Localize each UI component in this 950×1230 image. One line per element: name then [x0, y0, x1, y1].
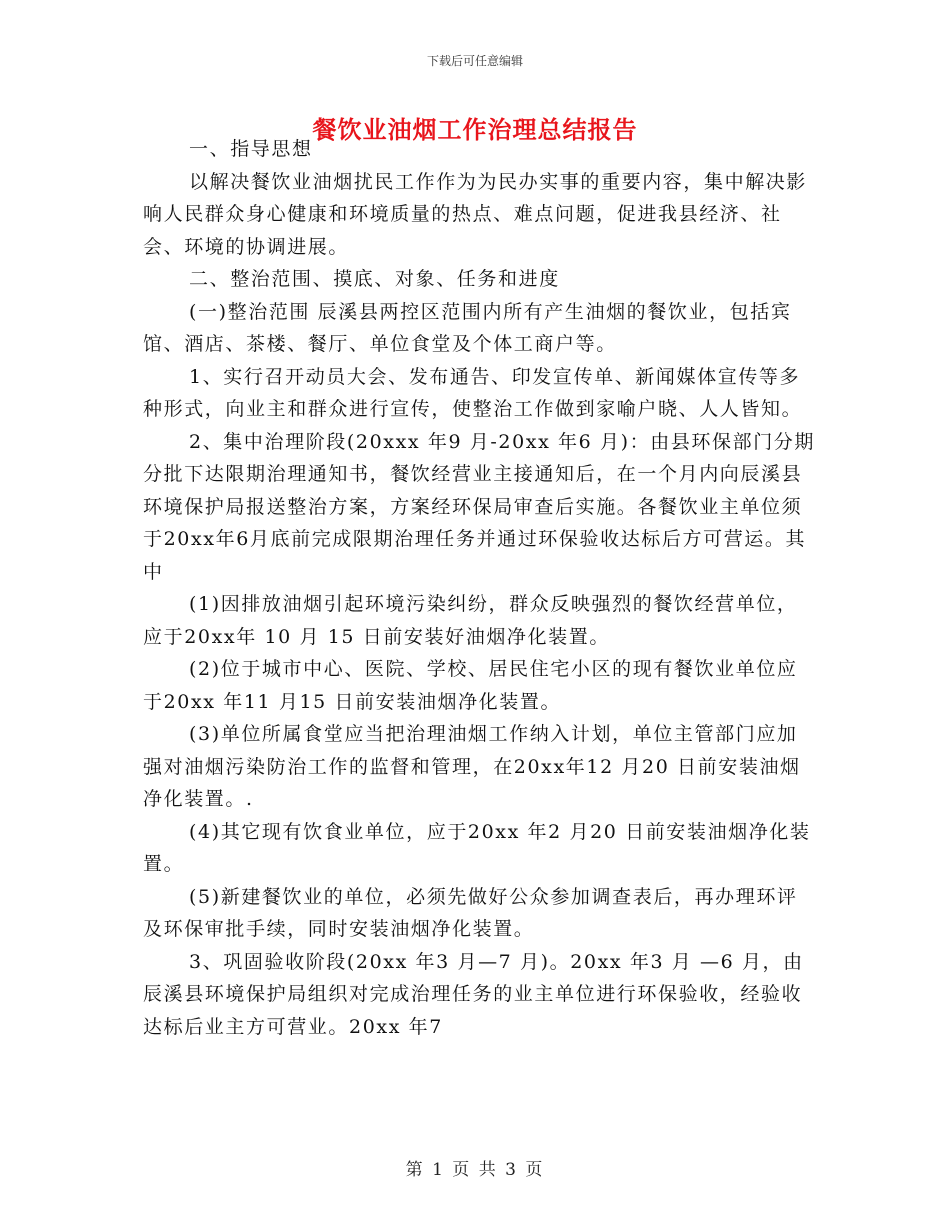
paragraph: (3)单位所属食堂应当把治理油烟工作纳入计划，单位主管部门应加强对油烟污染防治工作的监督和管理，在20xx年12 月20 日前安装油烟净化装置。. — [143, 723, 801, 810]
paragraph: (4)其它现有饮食业单位，应于20xx 年2 月20 日前安装油烟净化装置。 — [143, 820, 811, 875]
heading-scope-tasks: 二、整治范围、摸底、对象、任务和进度 — [189, 268, 560, 290]
document-body — [143, 133, 815, 1043]
paragraph: 以解决餐饮业油烟扰民工作作为为民办实事的重要内容，集中解决影响人民群众身心健康和环境质量的热点、难点问题，促进我县经济、社会、环境的协调进展。 — [143, 170, 808, 258]
page-number: 第 1 页 共 3 页 — [405, 1160, 545, 1180]
paragraph: (1)因排放油烟引起环境污染纠纷，群众反映强烈的餐饮经营单位，应于20xx年 10 月 15 日前安装好油烟净化装置。 — [143, 593, 798, 648]
page-header-note: 下载后可任意编辑 — [426, 54, 523, 68]
paragraph: 2、集中治理阶段(20xxx 年9 月-20xx 年6 月)：由县环保部门分期分批下达限期治理通知书，餐饮经营业主接通知后，在一个月内向辰溪县环境保护局报送整治方案，方案经环保局审查后实施。各餐饮业主单位须于20xx年6月底前完成限期治理任务并通过环保验收达标后方可营运。其中 — [143, 430, 815, 583]
document-title: 餐饮业油烟工作治理总结报告 — [312, 115, 638, 144]
paragraph: (2)位于城市中心、医院、学校、居民住宅小区的现有餐饮业单位应于20xx 年11 月15 日前安装油烟净化装置。 — [143, 658, 798, 713]
paragraph: (一)整治范围 辰溪县两控区范围内所有产生油烟的餐饮业，包括宾馆、酒店、茶楼、餐厅、单位食堂及个体工商户等。 — [143, 300, 792, 355]
paragraph: 3、巩固验收阶段(20xx 年3 月—7 月)。20xx 年3 月 —6 月，由辰溪县环境保护局组织对完成治理任务的业主单位进行环保验收，经验收达标后业主方可营业。20xx 年7 — [143, 950, 804, 1038]
heading-guiding-ideology: 一、指导思想 — [189, 138, 313, 160]
paragraph: (5)新建餐饮业的单位，必须先做好公众参加调查表后，再办理环评及环保审批手续，同时安装油烟净化装置。 — [143, 885, 798, 940]
paragraph: 1、实行召开动员大会、发布通告、印发宣传单、新闻媒体宣传等多种形式，向业主和群众进行宣传，使整治工作做到家喻户晓、人人皆知。 — [143, 365, 803, 420]
